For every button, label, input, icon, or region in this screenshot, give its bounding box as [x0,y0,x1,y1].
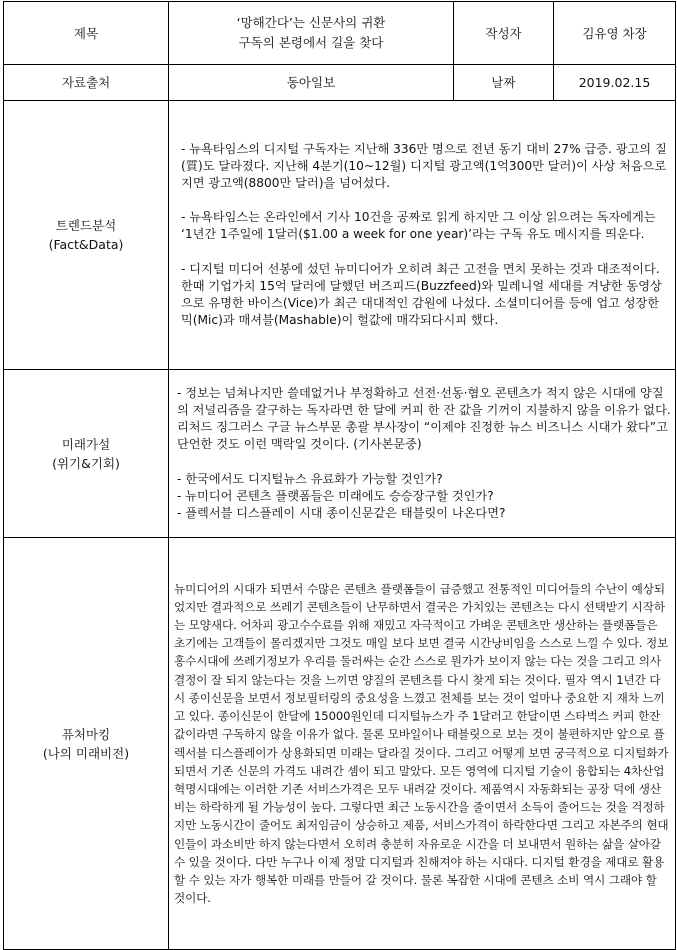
source-label-cell [4,65,169,101]
futuring-label-line-1: 퓨처마킹 [61,726,111,742]
future-label-cell [4,370,169,538]
source-label: 자료출처 [61,75,111,90]
date-label-cell [454,65,554,101]
future-label-line-2: (위기&기회) [52,455,120,471]
trend-paragraph-3: - 디지털 미디어 선봉에 섰던 뉴미디어가 오히려 최근 고전을 면치 못하는 것과 대조적이다. 한때 기업가치 15억 달러에 달했던 버즈피드(Buzzfeed)와 밀레니얼 세대를 겨냥한 동영상으로 유명한 바이스(Vice)가 최근 대대적인 감원에 나섰다. 소셜미디어를 등에 업고 성장한 믹(Mic)과 매셔블(Mashable)이 헐값에 매각되다시피 했다. [181,261,662,328]
date-value-cell [554,65,676,101]
future-label-line-1: 미래가설 [61,436,111,452]
title-value-cell [169,2,454,65]
futuring-row [4,538,676,950]
trend-paragraph-2: - 뉴욕타임스는 온라인에서 기사 10건을 공짜로 읽게 하지만 그 이상 읽으려는 독자에게는 ‘1년간 1주일에 1달러($1.00 a week for one year)’라는 구독 유도 메시지를 띄운다. [181,210,656,242]
source-value-cell [169,65,454,101]
author-value: 김유영 차장 [582,25,647,41]
futuring-essay: 뉴미디어의 시대가 되면서 수많은 콘텐츠 플랫폼들이 급증했고 전통적인 미디어들의 수난이 예상되었지만 결과적으로 쓰레기 콘텐츠들이 난무하면서 결국은 가치있는 콘텐츠는 다시 선택받기 시작하는 모양새다. 어차피 광고수수료를 위해 재밌고 자극적이고 가벼운 콘텐츠만 생산하는 플랫폼들은 초기에는 고객들이 몰리겠지만 그것도 매일 보다 보면 결국 시간낭비임을 스스로 느낄 수 있다. 정보홍수시대에 쓰레기정보가 우리를 둘러싸는 순간 스스로 뭔가가 보이지 않는 다는 것을 그리고 의사결정이 잘 되지 않는다는 것을 느끼면 양질의 콘텐츠를 다시 찾게 되는 것이다. 필자 역시 1년간 다시 종이신문을 보면서 정보필터링의 중요성을 느꼈고 전체를 보는 것이 얼마나 중요한 지 재차 느끼고 있다. 종이신문이 한달에 15000원인데 디지털뉴스가 주 1달러고 한달이면 스타벅스 커피 한잔값이라면 구독하지 않을 이유가 없다. 물론 모바일이나 태블릿으로 보는 것이 불편하지만 앞으로 플렉서블 디스플레이가 상용화되면 미래는 달라질 것이다. 그리고 어떻게 보면 궁극적으로 디지털화가 되면서 기존 신문의 가격도 내려간 셈이 되고 말았다. 모든 영역에 디지털 기술이 융합되는 4차산업혁명시대에는 이러한 기존 서비스가격은 모두 내려갈 것이다. 제품역시 자동화되는 공장 덕에 생산비는 하락하게 될 가능성이 높다. 그렇다면 최근 노동시간을 줄이면서 소득이 줄어드는 것을 걱정하지만 노동시간이 줄어도 최저임금이 상승하고 제품, 서비스가격이 하락한다면 그리고 자본주의 현대인들이 과소비만 하지 않는다면서 오히려 충분히 자유로운 시간을 더 보내면서 원하는 삶을 살아갈 수 있을 것이다. 다만 누구나 이제 정말 디지털과 친해져야 하는 시대다. 디지털 환경을 제대로 활용할 수 있는 자가 행복한 미래를 만들어 갈 것이다. 물론 복잡한 시대에 콘텐츠 소비 역시 그래야 할 것이다. [174,581,669,906]
future-question-1: - 한국에서도 디지털뉴스 유료화가 가능할 것인가? [177,471,443,486]
source-value: 동아일보 [286,74,336,90]
title-row [4,2,676,65]
title-line-1: ‘망해간다’는 신문사의 귀환 [236,15,386,30]
futuring-content-cell [169,538,676,950]
title-label: 제목 [73,25,99,41]
date-label: 날짜 [491,75,516,90]
trend-paragraph-1: - 뉴욕타임스의 디지털 구독자는 지난해 336만 명으로 전년 동기 대비 27% 급증. 광고의 질(質)도 달라졌다. 지난해 4분기(10~12월) 디지털 광고액(1억300만 달러)이 사상 처음으로 지면 광고액(8800만 달러)을 넘어섰다. [181,141,667,190]
future-paragraph: - 정보는 넘쳐나지만 쓸데없거나 부정확하고 선전·선동·혐오 콘텐츠가 적지 않은 시대에 양질의 저널리즘을 갈구하는 독자라면 한 달에 커피 한 잔 값을 기꺼이 지불하지 않을 이유가 없다. 리처드 징그러스 구글 뉴스부문 총괄 부사장이 “이제야 진정한 뉴스 비즈니스 시대가 왔다”고 단언한 것도 이런 맥락일 것이다. (기사본문중) [177,385,671,452]
trend-label-line-1: 트렌드분석 [55,218,117,233]
futuring-label-cell [4,538,169,950]
author-label-cell [454,2,554,65]
future-question-3: - 플렉서블 디스플레이 시대 종이신문같은 태블릿이 나온다면? [177,506,506,520]
author-label: 작성자 [485,25,522,41]
future-question-2: - 뉴미디어 콘텐츠 플랫폼들은 미래에도 승승장구할 것인가? [177,488,494,503]
trend-content-cell [169,101,676,370]
source-row [4,65,676,101]
trend-row [4,101,676,370]
report-table [3,1,676,950]
author-value-cell [554,2,676,65]
future-row [4,370,676,538]
trend-label-cell [4,101,169,370]
date-value: 2019.02.15 [578,75,651,90]
futuring-label-line-2: (나의 미래비전) [42,745,130,761]
title-label-cell [4,2,169,65]
future-content-cell [169,370,676,538]
trend-label-line-2: (Fact&Data) [48,237,124,252]
title-line-2: 구독의 본령에서 길을 찾다 [238,35,384,50]
